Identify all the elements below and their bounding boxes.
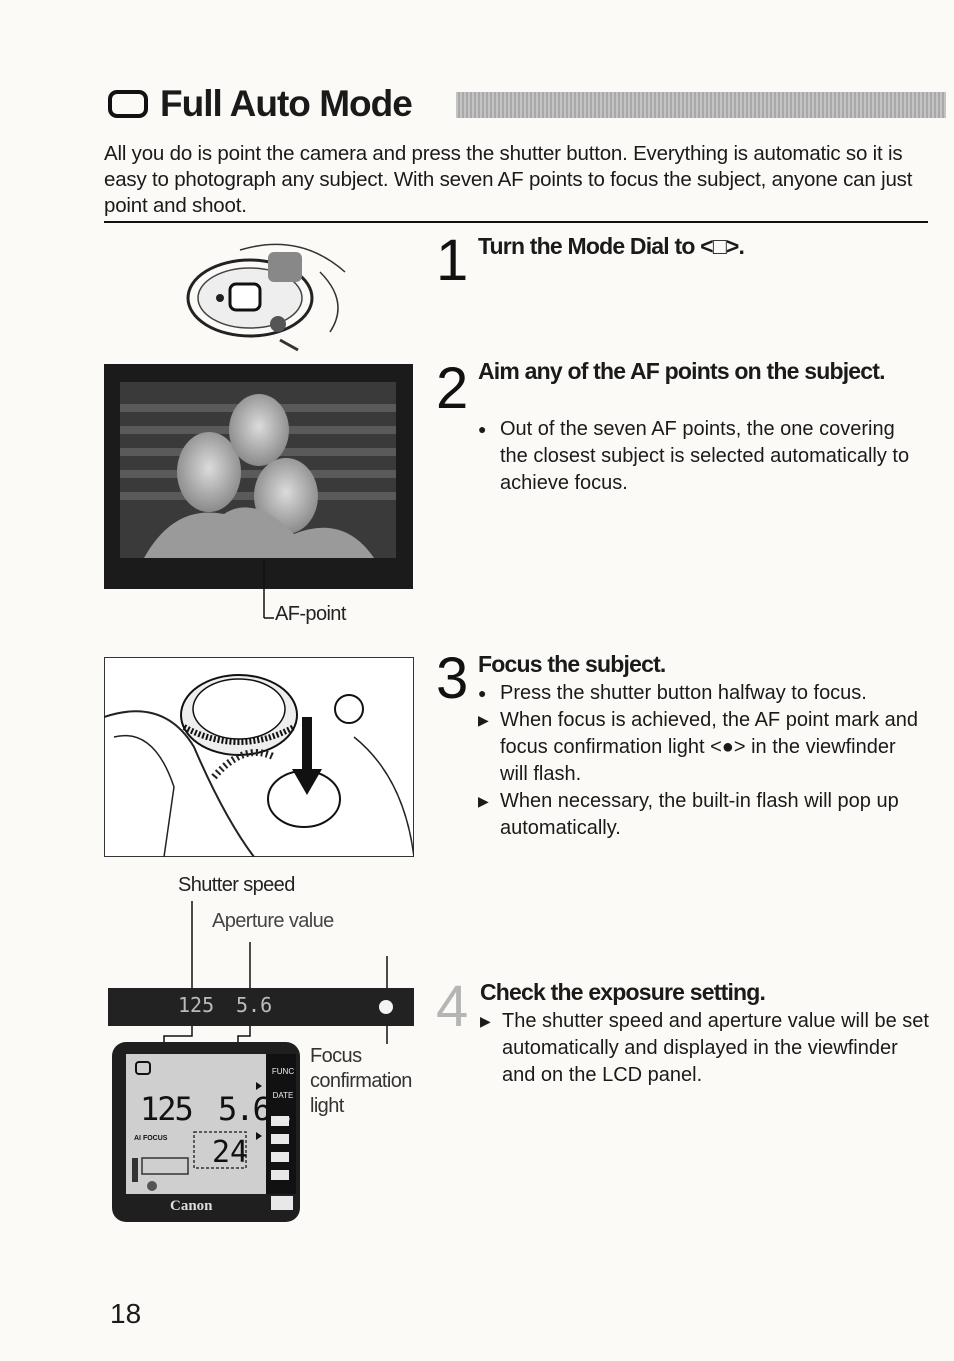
step-3-bullet-3	[478, 788, 928, 842]
bullet-marker: ▶	[480, 1013, 491, 1029]
focus-caption-line-1: Focus	[310, 1045, 362, 1067]
lcd-side-label-date: DATE	[272, 1091, 294, 1100]
af-point-caption: AF-point	[275, 603, 346, 625]
step-3-number: 3	[436, 646, 469, 711]
step-3-heading: Focus the subject.	[478, 651, 666, 677]
bullet-text: When necessary, the built-in flash will pop up automatically.	[500, 790, 899, 839]
step-4-body	[480, 1008, 930, 1089]
page-title-row	[104, 82, 946, 126]
page-title: Full Auto Mode	[160, 83, 412, 124]
focus-caption-line-2: confirmation	[310, 1070, 412, 1092]
focus-caption-line-3: light	[310, 1095, 344, 1117]
subject-photo	[104, 364, 413, 589]
af-point-leader-line	[262, 560, 276, 620]
step-1-heading: Turn the Mode Dial to <□>.	[478, 233, 745, 259]
bullet-marker: ●	[478, 685, 487, 701]
viewfinder-aperture-readout: 5.6	[236, 993, 273, 1017]
intro-divider	[104, 221, 928, 223]
shutter-button-illustration	[104, 657, 414, 857]
bullet-marker: ▶	[478, 793, 489, 809]
shutter-speed-caption: Shutter speed	[178, 874, 295, 896]
step-1-number: 1	[436, 228, 469, 293]
full-auto-icon	[108, 90, 148, 118]
bullet-marker: ▶	[478, 712, 489, 728]
step-2-number: 2	[436, 356, 469, 421]
lcd-shot-count: 24	[212, 1135, 249, 1170]
bullet-text: When focus is achieved, the AF point mark and focus confirmation light <●> in the viewfinder will flash.	[500, 709, 918, 785]
lcd-side-label-func: FUNC	[271, 1067, 295, 1076]
step-2-heading: Aim any of the AF points on the subject.	[478, 358, 885, 384]
page-number: 18	[110, 1298, 142, 1329]
step-3-body	[478, 680, 928, 842]
lcd-brand-logo: Canon	[170, 1198, 213, 1214]
bullet-text: The shutter speed and aperture value will be set automatically and displayed in the viewfinder and on the LCD panel.	[502, 1010, 929, 1086]
step-2-body	[478, 416, 918, 497]
bullet-text: Press the shutter button halfway to focus.	[500, 682, 867, 704]
step-4-heading: Check the exposure setting.	[480, 979, 766, 1005]
step-2-bullet	[478, 416, 918, 497]
lcd-shutter-readout: 125	[140, 1090, 192, 1128]
aperture-value-caption: Aperture value	[212, 910, 334, 932]
step-3-bullet-2	[478, 707, 928, 788]
focus-confirmation-caption	[310, 1044, 412, 1119]
lcd-side-label-iso: ISO	[276, 1115, 290, 1124]
step-4-number: 4	[436, 974, 469, 1039]
title-decorative-bar	[456, 92, 946, 118]
step-3-bullet-1	[478, 680, 928, 707]
mode-dial-illustration	[180, 232, 350, 357]
bullet-text: Out of the seven AF points, the one covering the closest subject is selected automatically to achieve focus.	[500, 418, 910, 494]
lcd-side-labels	[268, 1060, 298, 1132]
lcd-aperture-readout: 5.6	[218, 1090, 270, 1128]
lcd-af-label: AI FOCUS	[134, 1135, 168, 1142]
intro-paragraph: All you do is point the camera and press the shutter button. Everything is automatic so it is easy to photograph any subject. With seven AF points to focus the subject, anyone can just point and shoot.	[104, 142, 913, 217]
bullet-marker: ●	[478, 421, 487, 437]
viewfinder-shutter-readout: 125	[178, 993, 215, 1017]
step-4-bullet	[480, 1008, 930, 1089]
